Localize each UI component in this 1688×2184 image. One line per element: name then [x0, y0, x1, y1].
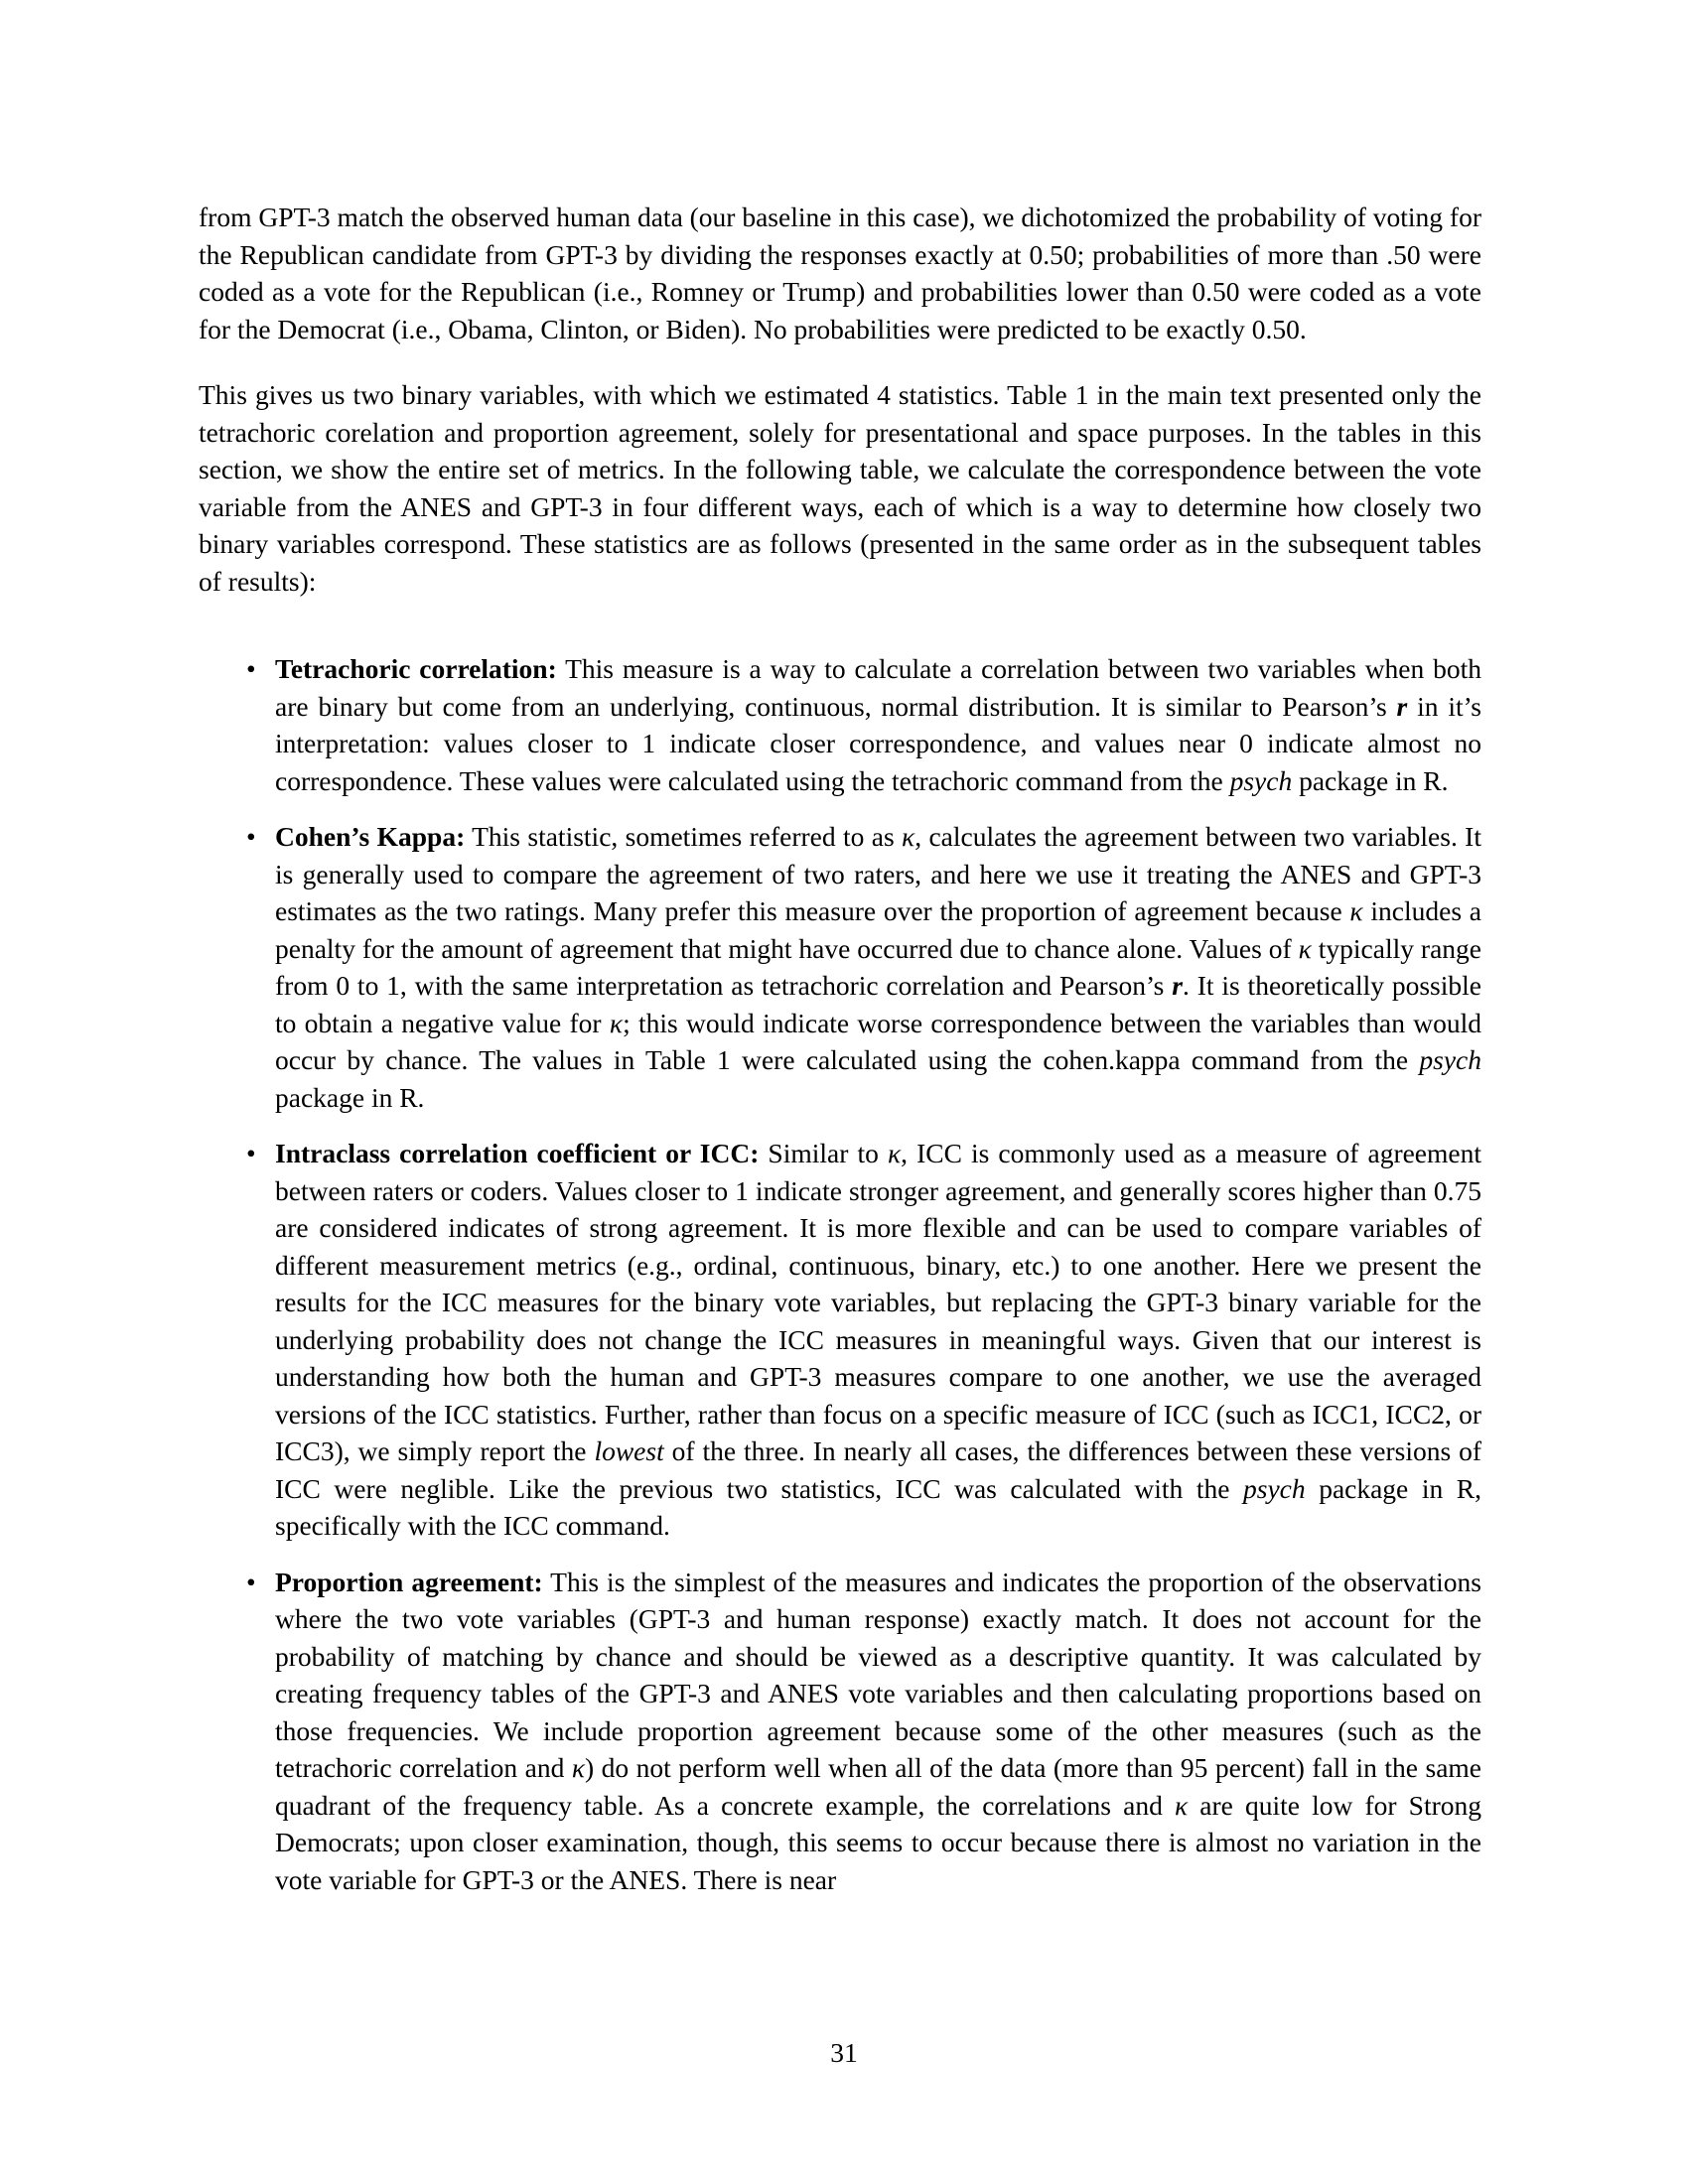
list-item: • Tetrachoric correlation: This measure is a way to calculate a correlation between two variables when both are binary but come from an underlying, continuous, normal distribution. It is similar to Pearson’s r in it’s interpretation: values closer to 1 indicate closer correspondence, and values near 0 indicate almost no correspondence. These values were calculated using the tetrachoric command from the psych package in R.	[275, 650, 1481, 799]
list-item: • Cohen’s Kappa: This statistic, sometimes referred to as κ, calculates the agreement between two variables. It is generally used to compare the agreement of two raters, and here we use it treating the ANES and GPT-3 estimates as the two ratings. Many prefer this measure over the proportion of agreement because κ includes a penalty for the amount of agreement that might have occurred due to chance alone. Values of κ typically range from 0 to 1, with the same interpretation as tetrachoric correlation and Pearson’s r. It is theoretically possible to obtain a negative value for κ; this would indicate worse correspondence between the variables than would occur by chance. The values in Table 1 were calculated using the cohen.kappa command from the psych package in R.	[275, 818, 1481, 1116]
emphasis: lowest	[594, 1435, 664, 1466]
math-symbol: κ	[1349, 895, 1363, 926]
list-item: • Proportion agreement: This is the simplest of the measures and indicates the proportion of the observations where the two vote variables (GPT-3 and human response) exactly match. It does not account for the probability of matching by chance and should be viewed as a descriptive quantity. It was calculated by creating frequency tables of the GPT-3 and ANES vote variables and then calculating proportions based on those frequencies. We include proportion agreement because some of the other measures (such as the tetrachoric correlation and κ) do not perform well when all of the data (more than 95 percent) fall in the same quadrant of the frequency table. As a concrete example, the correlations and κ are quite low for Strong Democrats; upon closer examination, though, this seems to occur because there is almost no variation in the vote variable for GPT-3 or the ANES. There is near	[275, 1564, 1481, 1899]
package-name: psych	[1229, 764, 1293, 796]
page-number: 31	[830, 2037, 858, 2068]
bullet-icon: •	[246, 1138, 256, 1168]
metric-term: Tetrachoric correlation:	[275, 653, 557, 684]
math-symbol: κ	[1174, 1789, 1189, 1821]
list-item: • Intraclass correlation coefficient or ICC: Similar to κ, ICC is commonly used as a measure of agreement between raters or coders. Values closer to 1 indicate stronger agreement, and generally scores higher than 0.75 are considered indicates of strong agreement. It is more flexible and can be used to compare variables of different measurement metrics (e.g., ordinal, continuous, binary, etc.) to one another. Here we present the results for the ICC measures for the binary vote variables, but replacing the GPT-3 binary variable for the underlying probability does not change the ICC measures in meaningful ways. Given that our interest is understanding how both the human and GPT-3 measures compare to one another, we use the averaged versions of the ICC statistics. Further, rather than focus on a specific measure of ICC (such as ICC1, ICC2, or ICC3), we simply report the lowest of the three. In nearly all cases, the differences between these versions of ICC were neglible. Like the previous two statistics, ICC was calculated with the psych package in R, specifically with the ICC command.	[275, 1135, 1481, 1545]
metric-term: Cohen’s Kappa:	[275, 821, 466, 852]
paragraph-dichotomization: from GPT-3 match the observed human data (our baseline in this case), we dichotomized the probability of voting for the Republican candidate from GPT-3 by dividing the responses exactly at 0.50; probabilities of more than .50 were coded as a vote for the Republican (i.e., Romney or Trump) and probabilities lower than 0.50 were coded as a vote for the Democrat (i.e., Obama, Clinton, or Biden). No probabilities were predicted to be exactly 0.50.	[199, 202, 1481, 344]
math-symbol: r	[1172, 970, 1183, 1001]
math-symbol: r	[1396, 690, 1408, 722]
package-name: psych	[1243, 1472, 1306, 1504]
metric-term: Proportion agreement:	[275, 1566, 543, 1597]
paragraph-statistics-intro: This gives us two binary variables, with which we estimated 4 statistics. Table 1 in the main text presented only the tetrachoric corelation and proportion agreement, solely for presentational and space purposes. In the tables in this section, we show the entire set of metrics. In the following table, we calculate the correspondence between the vote variable from the ANES and GPT-3 in four different ways, each of which is a way to determine how closely two binary variables correspond. These statistics are as follows (presented in the same order as in the subsequent tables of results):	[199, 379, 1481, 597]
math-symbol: κ	[609, 1007, 624, 1038]
math-symbol: κ	[887, 1138, 902, 1168]
math-symbol: κ	[902, 821, 915, 852]
math-symbol: κ	[1298, 932, 1312, 964]
page-body	[199, 199, 1481, 1917]
metrics-list	[199, 650, 1481, 1898]
metric-term: Intraclass correlation coefficient or ICC:	[275, 1138, 760, 1168]
package-name: psych	[1419, 1044, 1481, 1075]
bullet-icon: •	[246, 653, 256, 684]
bullet-icon: •	[246, 1566, 256, 1597]
math-symbol: κ	[571, 1752, 586, 1783]
bullet-icon: •	[246, 821, 256, 852]
